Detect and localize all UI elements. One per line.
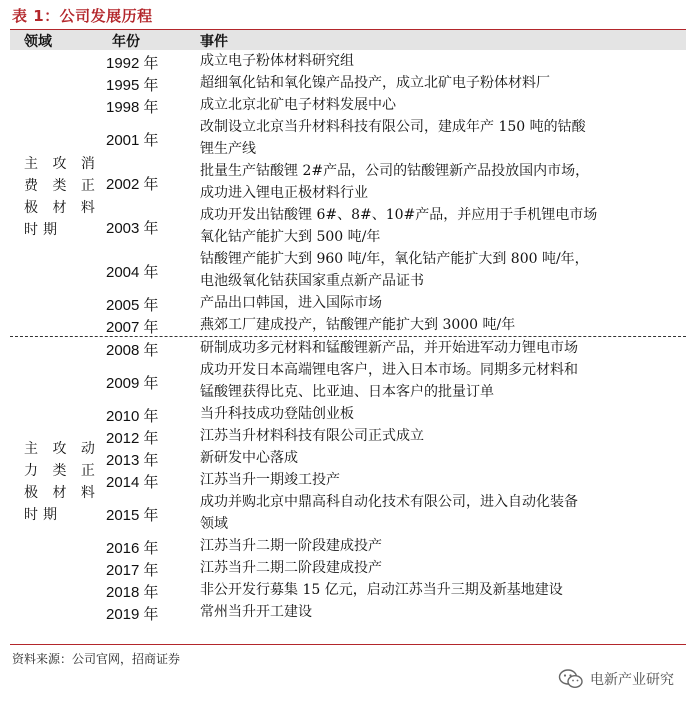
row-event: 产品出口韩国，进入国际市场 — [200, 295, 382, 311]
table-row — [10, 469, 686, 491]
row-event: 江苏当升二期二阶段建成投产 — [200, 560, 382, 576]
watermark — [558, 668, 674, 690]
row-year: 2003 年 — [106, 220, 159, 237]
row-event: 成立电子粉体材料研究组 — [200, 53, 354, 69]
row-year: 2019 年 — [106, 606, 159, 623]
table-title: 表 1：公司发展历程 — [12, 7, 153, 25]
watermark-text: 电新产业研究 — [590, 672, 674, 688]
row-year: 2008 年 — [106, 342, 159, 359]
row-year: 2001 年 — [106, 132, 159, 149]
row-year: 2005 年 — [106, 297, 159, 314]
row-year: 2014 年 — [106, 474, 159, 491]
header-domain: 领域 — [24, 34, 52, 50]
row-event: 非公开发行募集 15 亿元，启动江苏当升三期及新基地建设 — [200, 582, 563, 598]
row-year: 1992 年 — [106, 55, 159, 72]
table-row — [10, 204, 686, 248]
row-event: 江苏当升二期一阶段建成投产 — [200, 538, 382, 554]
table-row — [10, 447, 686, 469]
row-year: 2010 年 — [106, 408, 159, 425]
table-bottom-rule — [10, 644, 686, 645]
domain-line: 主 攻 消 — [24, 156, 100, 172]
header-year: 年份 — [112, 34, 140, 50]
row-year: 2009 年 — [106, 375, 159, 392]
row-event: 批量生产钴酸锂 2#产品，公司的钴酸锂新产品投放国内市场， 成功进入锂电正极材料行业 — [200, 163, 590, 201]
table-row — [10, 491, 686, 535]
table-row — [10, 116, 686, 160]
row-year: 2004 年 — [106, 264, 159, 281]
history-table — [10, 29, 686, 623]
table-row — [10, 160, 686, 204]
row-year: 1998 年 — [106, 99, 159, 116]
wechat-icon — [558, 668, 584, 690]
domain-line: 力 类 正 — [24, 463, 100, 479]
row-year: 1995 年 — [106, 77, 159, 94]
row-event: 江苏当升一期竣工投产 — [200, 472, 340, 488]
section-2 — [10, 337, 686, 623]
table-row — [10, 337, 686, 359]
row-year: 2018 年 — [106, 584, 159, 601]
row-event: 常州当升开工建设 — [200, 604, 312, 620]
row-event: 成功开发日本高端锂电客户，进入日本市场。同期多元材料和 锰酸锂获得比克、比亚迪、日本客户的批量订单 — [200, 362, 578, 400]
row-event: 燕郊工厂建成投产，钴酸锂产能扩大到 3000 吨/年 — [200, 317, 516, 333]
table-row — [10, 359, 686, 403]
row-event: 成功并购北京中鼎高科自动化技术有限公司，进入自动化装备 领域 — [200, 494, 578, 532]
table-row — [10, 403, 686, 425]
table-row — [10, 50, 686, 72]
table-row — [10, 248, 686, 292]
row-event: 当升科技成功登陆创业板 — [200, 406, 354, 422]
row-event: 研制成功多元材料和锰酸锂新产品，并开始进军动力锂电市场 — [200, 340, 578, 356]
row-event: 成立北京北矿电子材料发展中心 — [200, 97, 396, 113]
domain-line: 主 攻 动 — [24, 441, 100, 457]
table-row — [10, 535, 686, 557]
table-row — [10, 425, 686, 447]
table-row — [10, 72, 686, 94]
table-row — [10, 579, 686, 601]
domain-line: 时期 — [24, 222, 62, 238]
row-year: 2007 年 — [106, 319, 159, 336]
table-header — [10, 30, 686, 50]
source-note: 资料来源：公司官网，招商证券 — [12, 652, 181, 666]
domain-line: 时期 — [24, 507, 62, 523]
table-body — [10, 50, 686, 623]
table-row — [10, 292, 686, 314]
row-event: 超细氧化钴和氧化镍产品投产，成立北矿电子粉体材料厂 — [200, 75, 550, 91]
row-event: 新研发中心落成 — [200, 450, 298, 466]
row-year: 2015 年 — [106, 507, 159, 524]
header-event: 事件 — [200, 34, 228, 50]
table-row — [10, 601, 686, 623]
domain-line: 费 类 正 — [24, 178, 100, 194]
domain-line: 极 材 料 — [24, 485, 100, 501]
row-event: 江苏当升材料科技有限公司正式成立 — [200, 428, 424, 444]
section-1 — [10, 50, 686, 337]
table-row — [10, 314, 686, 336]
row-year: 2013 年 — [106, 452, 159, 469]
table-row — [10, 557, 686, 579]
row-event: 改制设立北京当升材料科技有限公司，建成年产 150 吨的钴酸 锂生产线 — [200, 119, 586, 157]
row-year: 2016 年 — [106, 540, 159, 557]
domain-line: 极 材 料 — [24, 200, 100, 216]
row-event: 成功开发出钴酸锂 6#、8#、10#产品，并应用于手机锂电市场 氧化钴产能扩大到 500 吨/年 — [200, 207, 598, 245]
table-row — [10, 94, 686, 116]
row-year: 2002 年 — [106, 176, 159, 193]
row-event: 钴酸锂产能扩大到 960 吨/年，氧化钴产能扩大到 800 吨/年， 电池级氧化钴获国家重点新产品证书 — [200, 251, 589, 289]
row-year: 2017 年 — [106, 562, 159, 579]
row-year: 2012 年 — [106, 430, 159, 447]
